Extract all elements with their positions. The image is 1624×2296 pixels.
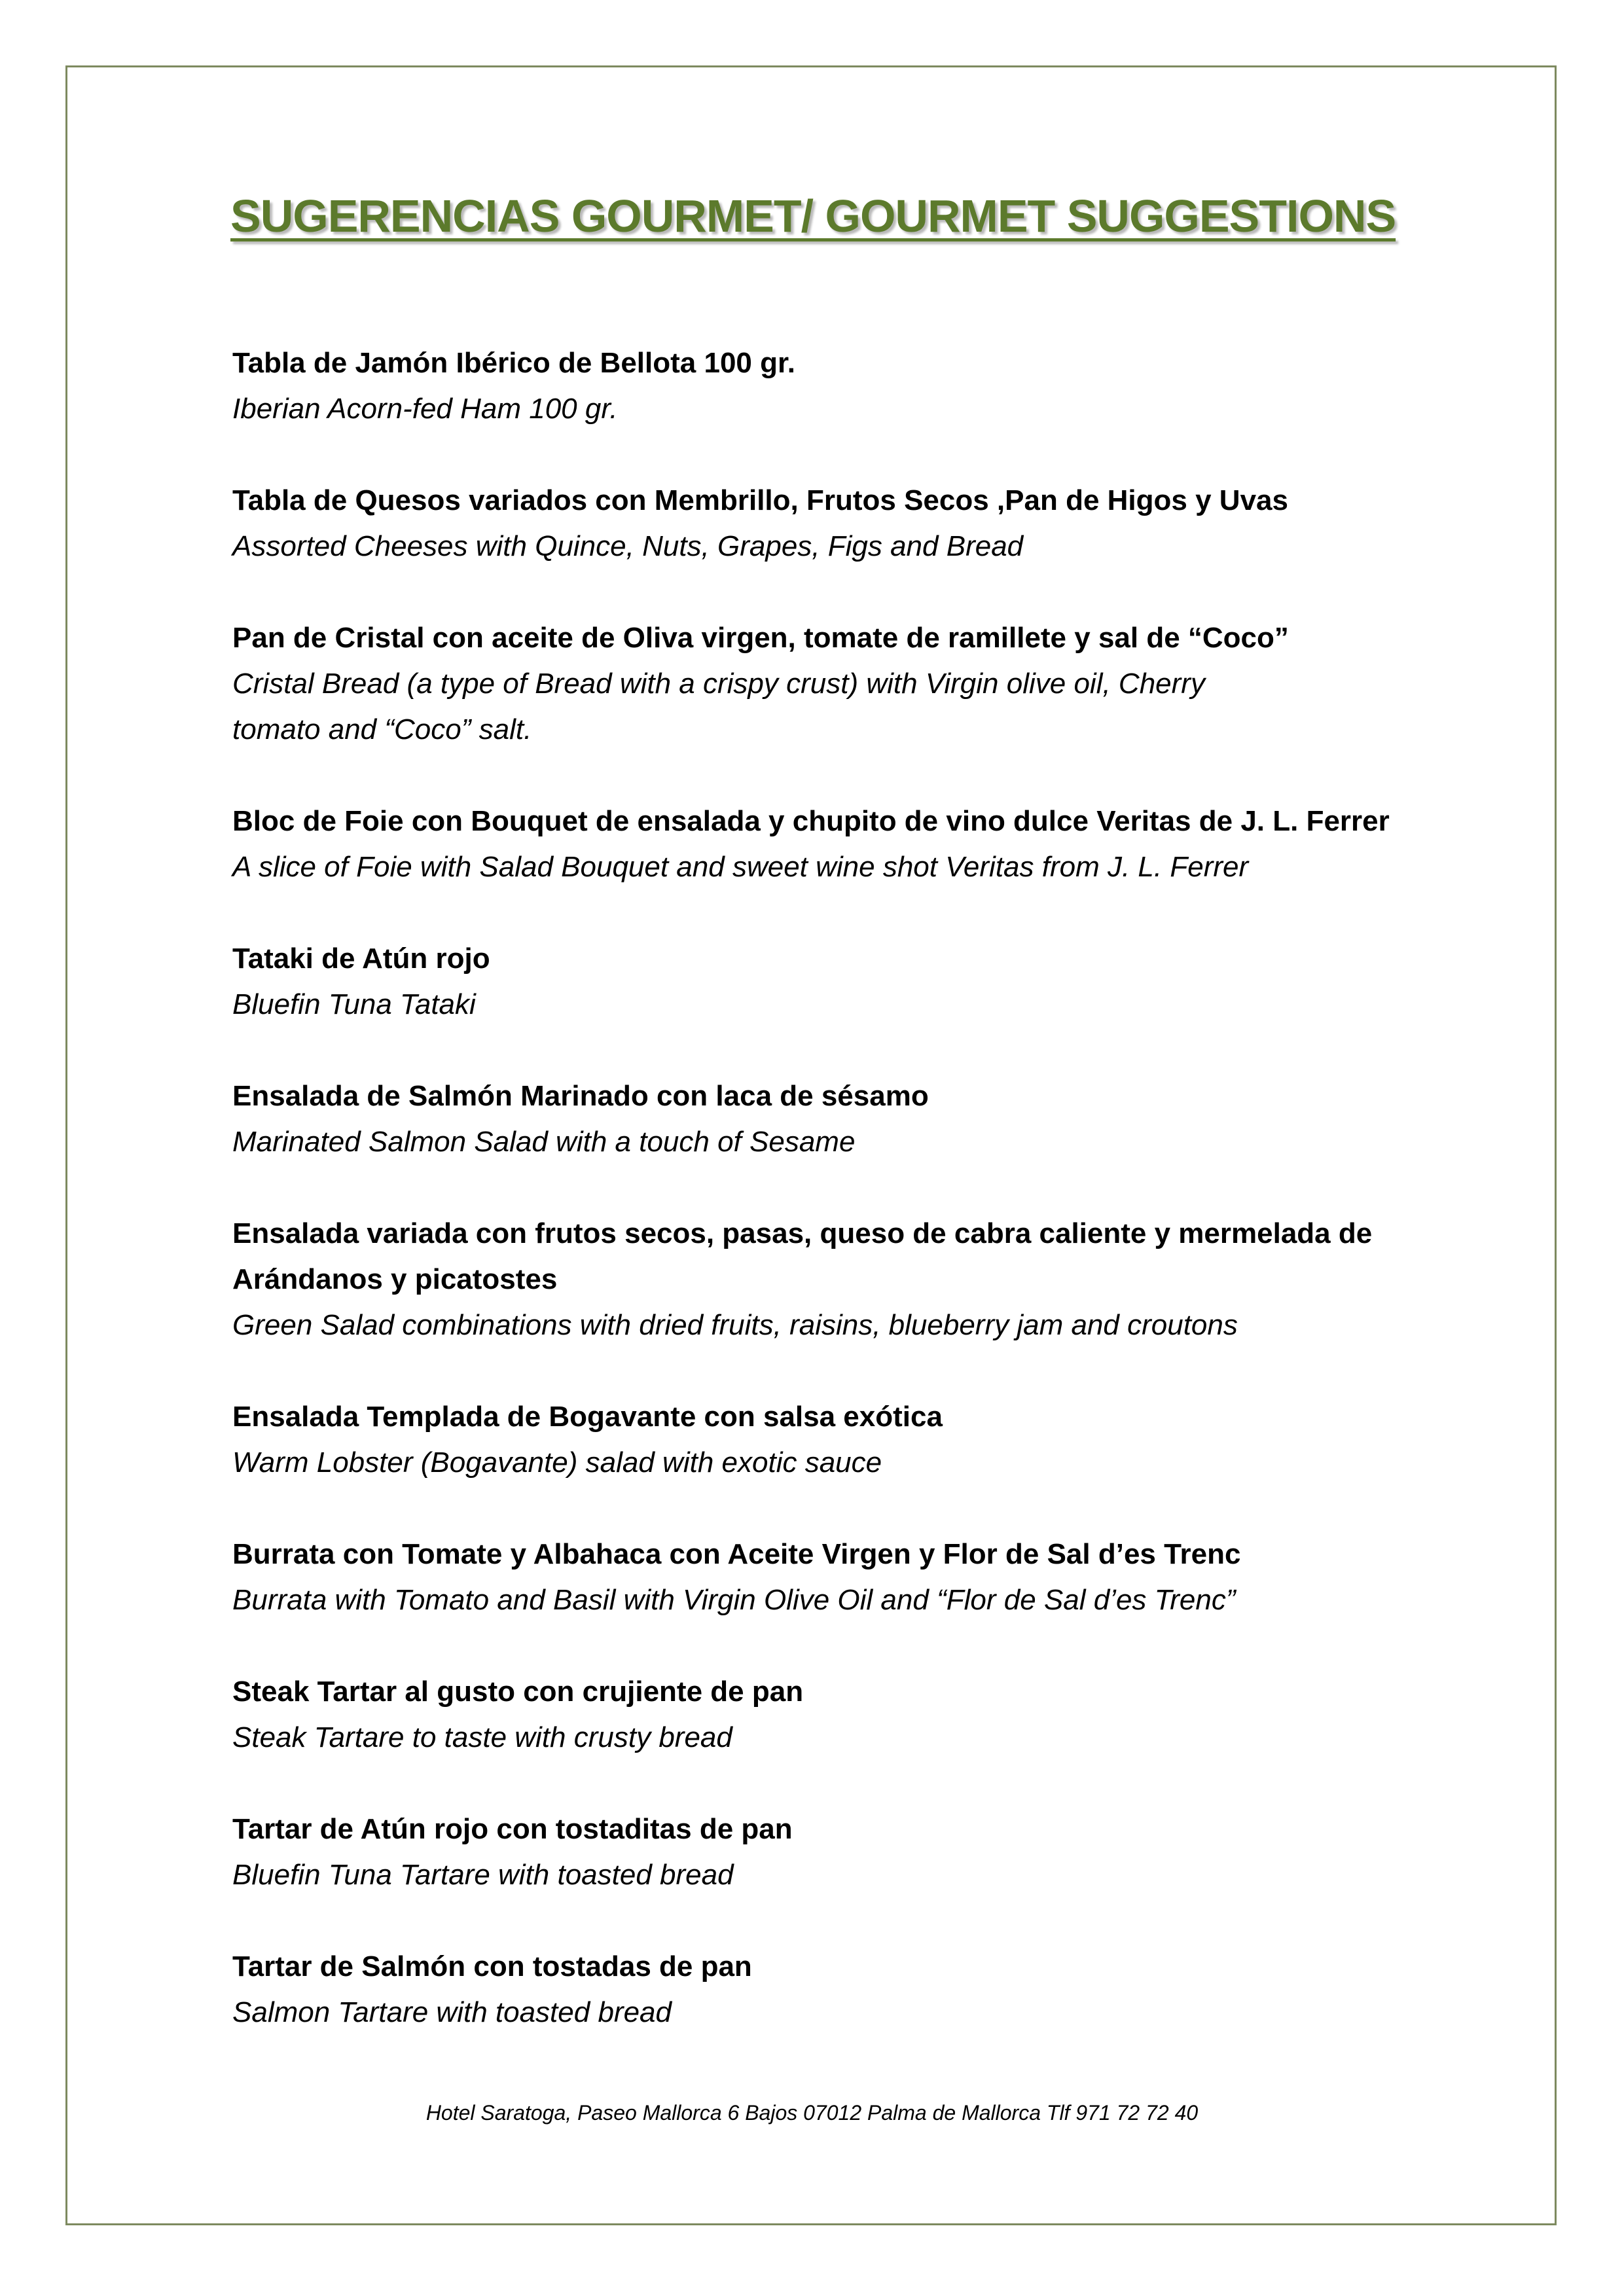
item-spanish-name: Steak Tartar al gusto con crujiente de pan xyxy=(232,1676,804,1708)
menu-item xyxy=(232,1944,1411,2036)
item-english-name: Marinated Salmon Salad with a touch of Sesame xyxy=(232,1126,856,1158)
item-english-name: Steak Tartare to taste with crusty bread xyxy=(232,1721,732,1753)
item-english-name: Warm Lobster (Bogavante) salad with exotic sauce xyxy=(232,1446,882,1479)
item-spanish-name: Tabla de Quesos variados con Membrillo, Frutos Secos ,Pan de Higos y Uvas xyxy=(232,484,1288,516)
item-spanish-name: Tataki de Atún rojo xyxy=(232,942,490,975)
item-spanish-name: Burrata con Tomate y Albahaca con Aceite Virgen y Flor de Sal d’es Trenc xyxy=(232,1538,1241,1570)
menu-item xyxy=(232,478,1411,569)
item-english-name: Assorted Cheeses with Quince, Nuts, Grapes, Figs and Bread xyxy=(232,530,1024,562)
item-spanish-name: Ensalada de Salmón Marinado con laca de sésamo xyxy=(232,1080,929,1112)
page-title: SUGERENCIAS GOURMET/ GOURMET SUGGESTIONS xyxy=(230,190,1396,242)
item-english-name: Green Salad combinations with dried fruits, raisins, blueberry jam and croutons xyxy=(232,1309,1238,1341)
menu-item xyxy=(232,1073,1411,1165)
item-english-name: Iberian Acorn-fed Ham 100 gr. xyxy=(232,393,618,425)
item-english-name: Burrata with Tomato and Basil with Virgin Olive Oil and “Flor de Sal d’es Trenc” xyxy=(232,1584,1236,1616)
item-spanish-name: Bloc de Foie con Bouquet de ensalada y chupito de vino dulce Veritas de J. L. Ferrer xyxy=(232,805,1390,837)
menu-item xyxy=(232,1394,1411,1486)
item-english-name: Cristal Bread (a type of Bread with a crispy crust) with Virgin olive oil, Cherry tomato and “Coco” salt. xyxy=(232,668,1205,745)
item-english-name: Bluefin Tuna Tataki xyxy=(232,988,476,1020)
menu-item xyxy=(232,1669,1411,1761)
menu-item xyxy=(232,798,1411,890)
menu-list xyxy=(232,340,1411,2081)
item-spanish-name: Tabla de Jamón Ibérico de Bellota 100 gr. xyxy=(232,347,795,379)
item-spanish-name: Ensalada Templada de Bogavante con salsa exótica xyxy=(232,1401,943,1433)
menu-item xyxy=(232,1211,1411,1348)
item-english-name: Bluefin Tuna Tartare with toasted bread xyxy=(232,1859,734,1891)
item-spanish-name: Ensalada variada con frutos secos, pasas, queso de cabra caliente y mermelada de Arándanos y picatostes xyxy=(232,1217,1373,1295)
item-english-name: A slice of Foie with Salad Bouquet and sweet wine shot Veritas from J. L. Ferrer xyxy=(232,851,1249,883)
menu-item xyxy=(232,340,1411,432)
menu-item xyxy=(232,936,1411,1028)
menu-item xyxy=(232,1532,1411,1623)
item-spanish-name: Tartar de Atún rojo con tostaditas de pan xyxy=(232,1813,793,1845)
menu-item xyxy=(232,1806,1411,1898)
item-spanish-name: Tartar de Salmón con tostadas de pan xyxy=(232,1950,752,1982)
footer-address: Hotel Saratoga, Paseo Mallorca 6 Bajos 07012 Palma de Mallorca Tlf 971 72 72 40 xyxy=(425,2101,1199,2125)
menu-item xyxy=(232,615,1411,753)
item-spanish-name: Pan de Cristal con aceite de Oliva virgen, tomate de ramillete y sal de “Coco” xyxy=(232,622,1289,654)
item-english-name: Salmon Tartare with toasted bread xyxy=(232,1996,672,2028)
